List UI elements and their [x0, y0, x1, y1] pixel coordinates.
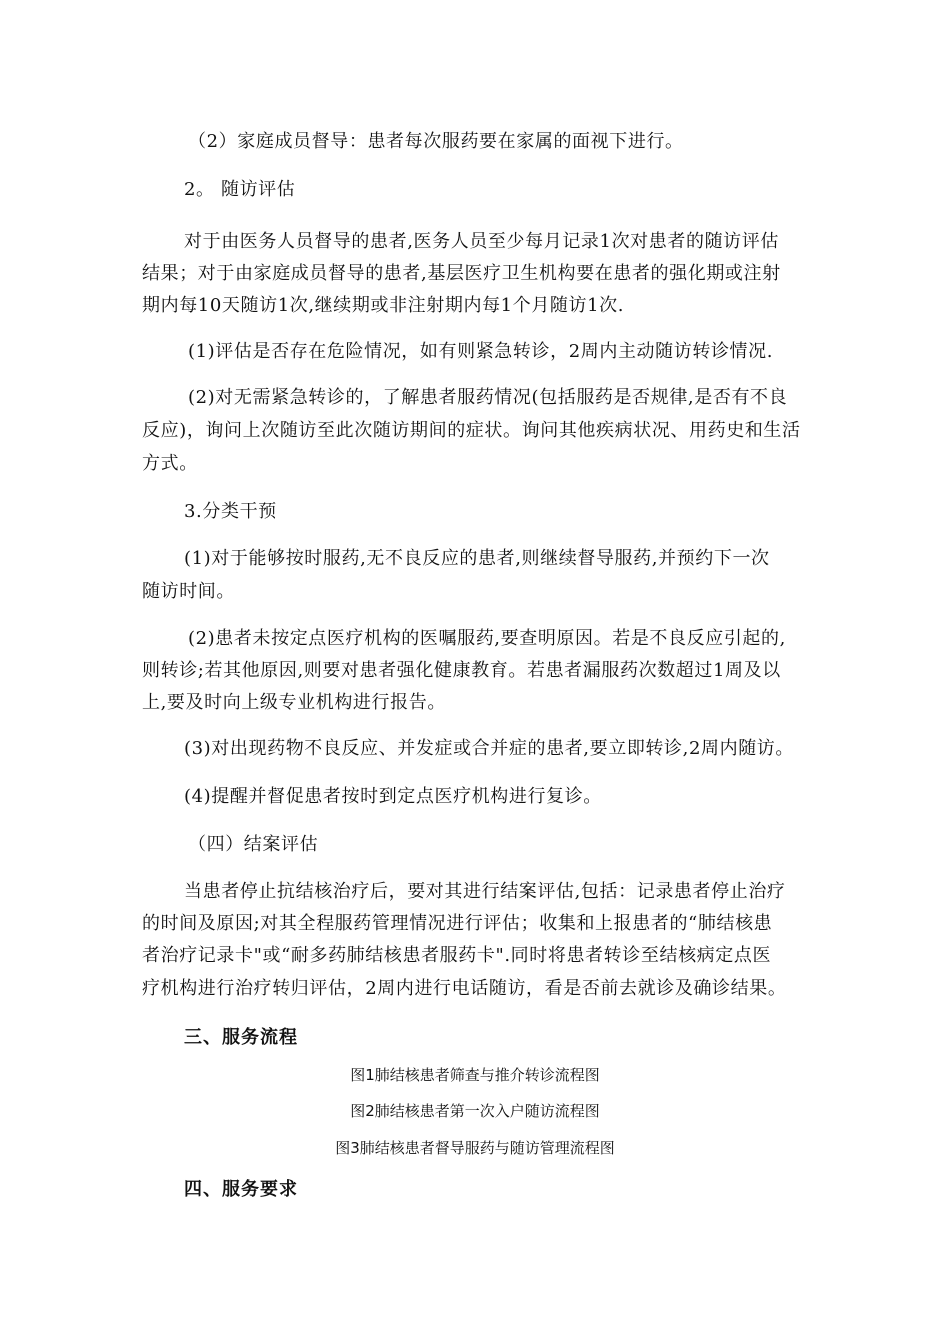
- paragraph-medication-line-1: (2)对无需紧急转诊的，了解患者服药情况(包括服药是否规律,是否有不良: [188, 387, 788, 408]
- paragraph-intervention-1-line-2: 随访时间。: [142, 581, 235, 602]
- paragraph-followup-line-2: 结果；对于由家庭成员督导的患者,基层医疗卫生机构要在患者的强化期或注射: [142, 263, 781, 284]
- paragraph-intervention-2-line-3: 上,要及时向上级专业机构进行报告。: [142, 692, 446, 713]
- subheading-follow-up-assessment: 2。 随访评估: [184, 179, 296, 200]
- paragraph-intervention-4: (4)提醒并督促患者按时到定点医疗机构进行复诊。: [184, 786, 602, 807]
- paragraph-family-supervision: （2）家庭成员督导：患者每次服药要在家属的面视下进行。: [188, 131, 684, 152]
- paragraph-closing-line-1: 当患者停止抗结核治疗后，要对其进行结案评估,包括：记录患者停止治疗: [184, 881, 786, 902]
- section-heading-service-flow: 三、服务流程: [184, 1027, 298, 1048]
- paragraph-intervention-2-line-1: (2)患者未按定点医疗机构的医嘱服药,要查明原因。若是不良反应引起的,: [188, 628, 786, 649]
- paragraph-followup-line-3: 期内每10天随访1次,继续期或非注射期内每1个月随访1次.: [142, 295, 625, 316]
- subheading-classified-intervention: 3.分类干预: [184, 501, 277, 522]
- paragraph-medication-line-3: 方式。: [142, 453, 198, 474]
- figure-caption-1: 图1肺结核患者筛查与推介转诊流程图: [350, 1066, 600, 1084]
- paragraph-medication-line-2: 反应)，询问上次随访至此次随访期间的症状。询问其他疾病状况、用药史和生活: [142, 420, 801, 441]
- subheading-case-closing: （四）结案评估: [188, 834, 319, 855]
- paragraph-intervention-1-line-1: (1)对于能够按时服药,无不良反应的患者,则继续督导服药,并预约下一次: [184, 548, 770, 569]
- figure-caption-3: 图3肺结核患者督导服药与随访管理流程图: [335, 1139, 615, 1157]
- paragraph-closing-line-3: 者治疗记录卡"或“耐多药肺结核患者服药卡".同时将患者转诊至结核病定点医: [142, 945, 772, 966]
- paragraph-intervention-2-line-2: 则转诊;若其他原因,则要对患者强化健康教育。若患者漏服药次数超过1周及以: [142, 660, 781, 681]
- paragraph-intervention-3: (3)对出现药物不良反应、并发症或合并症的患者,要立即转诊,2周内随访。: [184, 738, 794, 759]
- figure-caption-2: 图2肺结核患者第一次入户随访流程图: [350, 1102, 600, 1120]
- paragraph-followup-line-1: 对于由医务人员督导的患者,医务人员至少每月记录1次对患者的随访评估: [184, 231, 779, 252]
- paragraph-closing-line-2: 的时间及原因;对其全程服药管理情况进行评估；收集和上报患者的“肺结核患: [142, 913, 773, 934]
- paragraph-closing-line-4: 疗机构进行治疗转归评估，2周内进行电话随访，看是否前去就诊及确诊结果。: [142, 978, 787, 999]
- paragraph-risk-assessment: (1)评估是否存在危险情况，如有则紧急转诊，2周内主动随访转诊情况.: [188, 341, 774, 362]
- section-heading-service-requirements: 四、服务要求: [184, 1179, 298, 1200]
